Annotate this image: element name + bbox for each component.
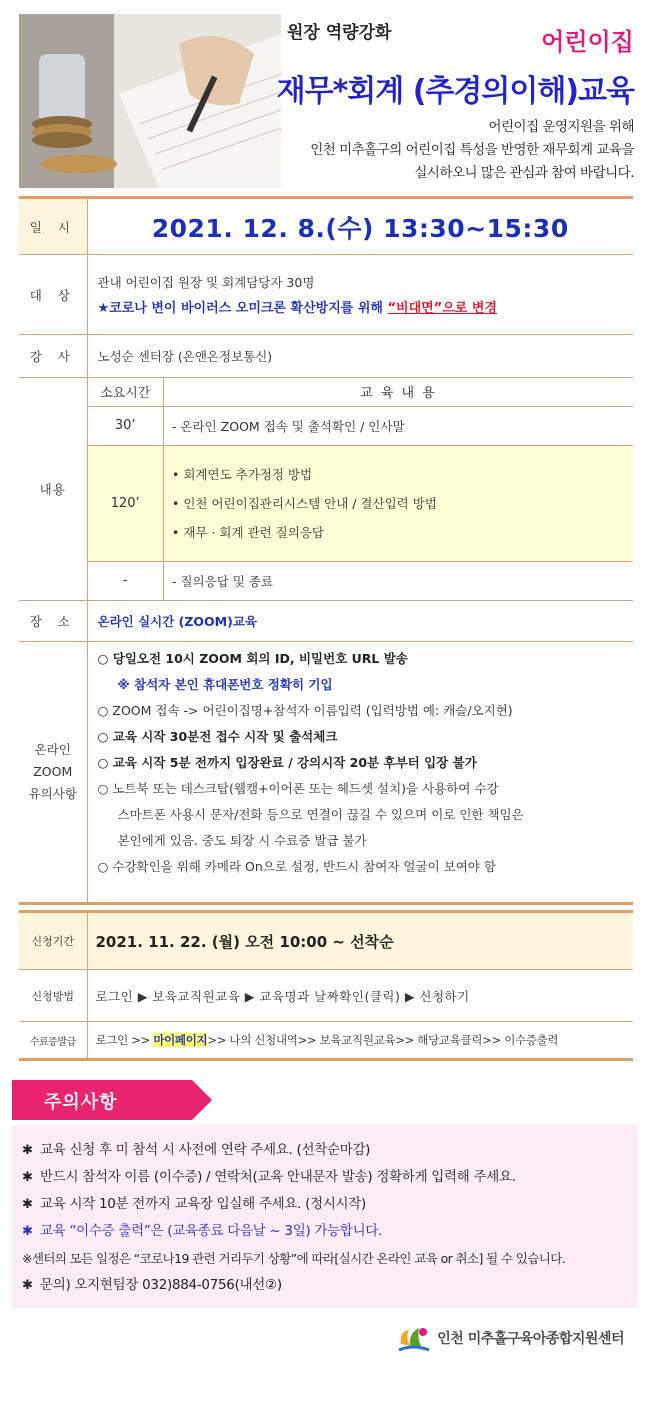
caution-item <box>22 1191 638 1218</box>
cert-label: 수료증발급 <box>19 1022 87 1060</box>
notes-label <box>19 642 87 904</box>
target-label: 대 상 <box>19 255 87 335</box>
header-desc-line: 어린이집 운영지원을 위해 <box>488 119 634 135</box>
pin-icon: ✱ <box>22 1278 33 1293</box>
period-value: 2021. 11. 22. (월) 오전 10:00 ~ 선착순 <box>87 912 633 970</box>
method-label: 신청방법 <box>19 970 87 1022</box>
content-header-row <box>88 378 634 406</box>
schedule-table <box>19 196 633 905</box>
date-row <box>19 198 633 255</box>
covid-notice-text: 코로나 변이 바이러스 오미크론 확산방지를 위해 <box>109 301 388 316</box>
caution-item <box>22 1218 638 1245</box>
note-item: ○ ZOOM 접속 -> 어린이집명+참석자 이름입력 (입력방법 예: 캐슬/오지현) <box>97 703 513 718</box>
row-time: - <box>88 561 164 600</box>
row-items <box>164 445 634 561</box>
caution-item <box>22 1245 638 1272</box>
notes-label-line: 온라인 <box>34 742 71 757</box>
lecturer-row <box>19 335 633 378</box>
note-item: 본인에게 있음. 중도 퇴장 시 수료증 발급 불가 <box>117 833 367 848</box>
caution-item <box>22 1137 638 1164</box>
content-cell <box>87 378 633 601</box>
note-item: ○ 교육 시작 30분전 접수 시작 및 출석체크 <box>97 729 338 744</box>
content-row-3 <box>88 561 634 600</box>
note-item: ※ 참석자 본인 휴대폰번호 정확히 기입 <box>117 677 333 692</box>
footer-org: 인천 미추홀구육아종합지원센터 <box>437 1331 624 1347</box>
page-title: 재무*회계 (추경의이해)교육 <box>276 74 634 109</box>
content-row <box>19 378 633 601</box>
period-row <box>19 912 633 970</box>
notes-row <box>19 642 633 904</box>
lecturer-label: 강 사 <box>19 335 87 378</box>
cert-path-end: >> 나의 신청내역>> 보육교직원교육>> 해당교육클릭>> 이수증출력 <box>207 1033 559 1047</box>
place-label: 장 소 <box>19 601 87 642</box>
header-desc-line: 인천 미추홀구의 어린이집 특성을 반영한 재무회계 교육을 <box>310 142 634 158</box>
col-content-header: 교 육 내 용 <box>164 378 634 406</box>
covid-notice <box>98 297 634 316</box>
note-item: ○ 당일오전 10시 ZOOM 회의 ID, 비밀번호 URL 발송 <box>97 651 408 666</box>
pin-icon: ✱ <box>22 1170 33 1185</box>
row-item: • 인천 어린이집관리시스템 안내 / 결산입력 방법 <box>172 495 437 511</box>
caution-tab <box>12 1080 212 1120</box>
caution-item-text: 교육 신청 후 미 참석 시 사전에 연락 주세요. (선착순마감) <box>40 1142 371 1158</box>
caution-item-text: 교육 시작 10분 전까지 교육장 입실해 주세요. (정시시작) <box>40 1196 367 1212</box>
note-item: 스마트폰 사용시 문자/전화 등으로 연결이 끊길 수 있으며 이로 인한 책임은 <box>117 807 524 822</box>
caution-item <box>22 1164 638 1191</box>
caution-item-text: 반드시 참석자 이름 (이수증) / 연락처(교육 안내문자 발송) 정확하게 입력해 주세요. <box>40 1169 516 1185</box>
pin-icon: ✱ <box>22 1143 33 1158</box>
header-subtitle: 원장 역량강화 <box>287 23 392 43</box>
caution-item-text: 문의) 오지현팀장 032)884-0756(내선②) <box>40 1277 282 1293</box>
caution-item <box>22 1272 638 1299</box>
period-label: 신청기간 <box>19 912 87 970</box>
place-row <box>19 601 633 642</box>
mypage-link[interactable]: 마이페이지 <box>153 1033 208 1047</box>
center-logo-icon <box>395 1322 431 1354</box>
cert-path-start: 로그인 >> <box>95 1033 154 1047</box>
caution-title: 주의사항 <box>44 1092 118 1113</box>
hero-photo <box>19 14 281 188</box>
content-row-1 <box>88 406 634 445</box>
note-item: ○ 교육 시작 5분 전까지 입장완료 / 강의시작 20분 후부터 입장 불가 <box>97 755 477 770</box>
row-time: 120’ <box>88 445 164 561</box>
note-item: ○ 수강확인을 위해 카메라 On으로 설정, 반드시 참여자 얼굴이 보여야 함 <box>97 859 496 874</box>
covid-notice-highlight: “비대면”으로 변경 <box>387 301 498 316</box>
apply-table <box>19 910 633 1061</box>
date-value: 2021. 12. 8.(수) 13:30~15:30 <box>87 198 633 255</box>
cert-row <box>19 1022 633 1060</box>
place-value: 온라인 실시간 (ZOOM)교육 <box>87 601 633 642</box>
notes-label-line: ZOOM <box>33 764 73 779</box>
cert-value <box>87 1022 633 1060</box>
col-time-header: 소요시간 <box>88 378 164 406</box>
header-brand: 어린이집 <box>541 28 634 56</box>
lecturer-value: 노성순 센터장 (온앤온정보통신) <box>87 335 633 378</box>
target-value: 관내 어린이집 원장 및 회계담당자 30명 <box>97 275 315 290</box>
row-time: 30’ <box>88 406 164 445</box>
content-row-2 <box>88 445 634 561</box>
target-row <box>19 255 633 335</box>
row-item: • 재무 · 회계 관련 질의응답 <box>172 524 324 540</box>
caution-box <box>12 1125 638 1308</box>
caution-item-text: 교육 “이수증 출력”은 (교육종료 다음날 ~ 3일) 가능합니다. <box>40 1223 383 1239</box>
header-description <box>274 116 634 185</box>
pin-icon: ✱ <box>22 1224 33 1239</box>
notes-label-line: 유의사항 <box>28 786 77 801</box>
row-item: - 질의응답 및 종료 <box>164 561 634 600</box>
content-label: 내용 <box>19 378 87 601</box>
content-table <box>88 378 634 600</box>
row-item: - 온라인 ZOOM 접속 및 출석확인 / 인사말 <box>164 406 634 445</box>
method-row <box>19 970 633 1022</box>
method-value: 로그인 ▶ 보육교직원교육 ▶ 교육명과 날짜확인(클릭) ▶ 신청하기 <box>87 970 633 1022</box>
date-label: 일 시 <box>19 198 87 255</box>
caution-item-text: ※센터의 모든 일정은 “코로나19 관련 거리두기 상황”에 따라[실시간 온라인 교육 or 취소] 될 수 있습니다. <box>22 1251 566 1266</box>
note-item: ○ 노트북 또는 데스크탑(웹캠+이어폰 또는 헤드셋 설치)을 사용하여 수강 <box>97 781 499 796</box>
pin-icon: ✱ <box>22 1197 33 1212</box>
notes-list <box>87 642 633 904</box>
row-item: • 회계연도 추가정정 방법 <box>172 466 313 482</box>
star-icon: ★ <box>97 301 110 316</box>
target-cell <box>87 255 633 335</box>
footer <box>395 1322 624 1354</box>
header-desc-line: 실시하오니 많은 관심과 참여 바랍니다. <box>414 165 634 181</box>
